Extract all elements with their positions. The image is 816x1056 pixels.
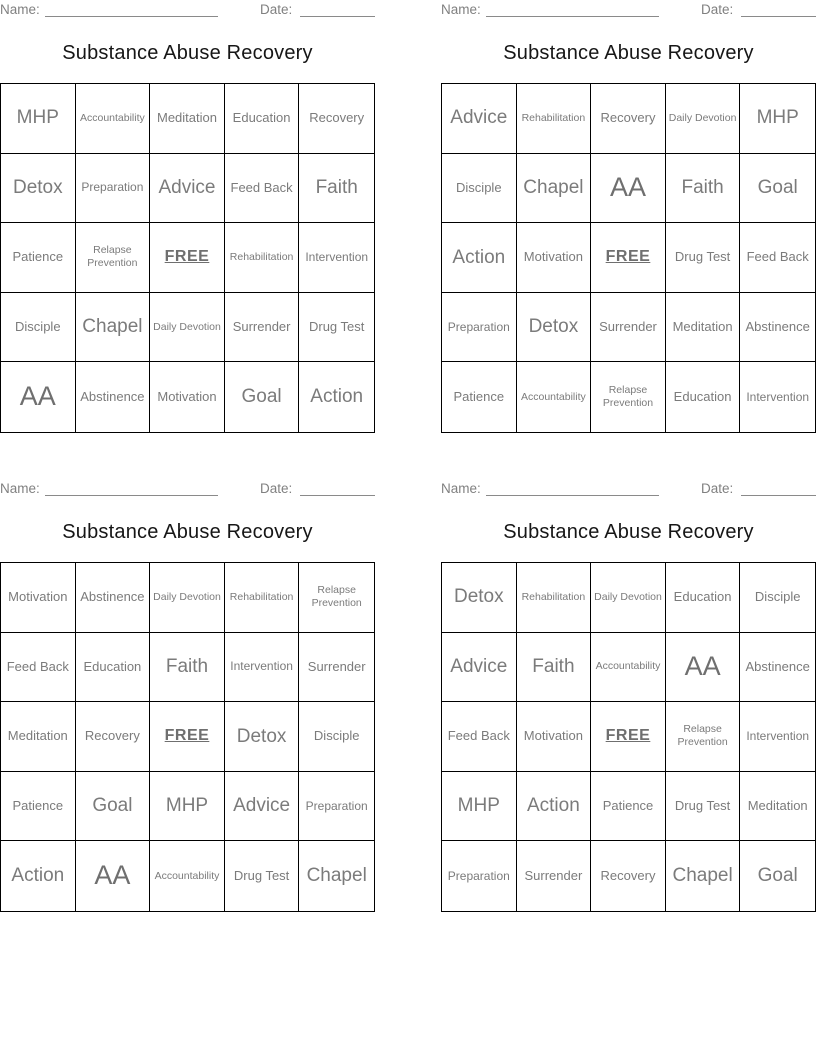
bingo-cell: Accountability [150, 841, 225, 911]
bingo-cell: Daily Devotion [150, 293, 225, 363]
bingo-cell: AA [666, 633, 741, 703]
date-blank-line [300, 495, 375, 496]
bingo-cell: Rehabilitation [225, 563, 300, 633]
bingo-cell: Drug Test [299, 293, 374, 363]
bingo-cell: Abstinence [76, 362, 151, 432]
name-date-row [441, 481, 816, 499]
bingo-cell: Meditation [666, 293, 741, 363]
bingo-cell: MHP [150, 772, 225, 842]
bingo-cell: Relapse Prevention [591, 362, 666, 432]
bingo-cell: Faith [517, 633, 592, 703]
bingo-cell: Motivation [150, 362, 225, 432]
name-label: Name: [0, 481, 40, 496]
bingo-cell: Relapse Prevention [76, 223, 151, 293]
bingo-cell: Feed Back [225, 154, 300, 224]
date-label: Date: [260, 2, 293, 17]
free-cell: FREE [591, 702, 666, 772]
bingo-cell: Faith [666, 154, 741, 224]
bingo-cell: AA [1, 362, 76, 432]
bingo-cell: Detox [442, 563, 517, 633]
date-blank-line [300, 16, 375, 17]
bingo-cell: MHP [740, 84, 815, 154]
bingo-cell: Relapse Prevention [299, 563, 374, 633]
bingo-cell: Recovery [76, 702, 151, 772]
bingo-cell: Daily Devotion [150, 563, 225, 633]
name-blank-line [45, 495, 218, 496]
bingo-cell: Advice [442, 84, 517, 154]
bingo-grid [441, 83, 816, 433]
bingo-cell: Daily Devotion [591, 563, 666, 633]
bingo-cell: Detox [1, 154, 76, 224]
bingo-cell: Disciple [1, 293, 76, 363]
bingo-cell: Abstinence [740, 293, 815, 363]
bingo-cell: Preparation [442, 841, 517, 911]
bingo-cell: Motivation [517, 702, 592, 772]
bingo-cell: AA [76, 841, 151, 911]
bingo-cell: Relapse Prevention [666, 702, 741, 772]
bingo-cell: Detox [225, 702, 300, 772]
bingo-cell: Surrender [517, 841, 592, 911]
name-label: Name: [441, 2, 481, 17]
bingo-cell: Education [225, 84, 300, 154]
bingo-cell: Meditation [740, 772, 815, 842]
bingo-cell: Patience [1, 772, 76, 842]
bingo-cell: Recovery [591, 84, 666, 154]
bingo-cell: Intervention [225, 633, 300, 703]
bingo-card-1 [0, 0, 375, 433]
bingo-cell: Faith [150, 633, 225, 703]
date-blank-line [741, 495, 816, 496]
bingo-cell: Advice [225, 772, 300, 842]
bingo-cell: Accountability [76, 84, 151, 154]
bingo-cell: Accountability [517, 362, 592, 432]
bingo-cell: Surrender [299, 633, 374, 703]
bingo-cell: Preparation [76, 154, 151, 224]
free-cell: FREE [591, 223, 666, 293]
bingo-cell: Goal [740, 154, 815, 224]
bingo-cell: Intervention [740, 702, 815, 772]
bingo-grid [0, 83, 375, 433]
bingo-cell: Preparation [442, 293, 517, 363]
bingo-cell: Surrender [591, 293, 666, 363]
free-cell: FREE [150, 702, 225, 772]
name-label: Name: [0, 2, 40, 17]
bingo-cell: Advice [442, 633, 517, 703]
bingo-cell: Chapel [517, 154, 592, 224]
bingo-cell: Intervention [746, 389, 810, 404]
date-label: Date: [701, 481, 734, 496]
date-label: Date: [701, 2, 734, 17]
bingo-cell: Feed Back [740, 223, 815, 293]
bingo-cell: Rehabilitation [517, 84, 592, 154]
card-title: Substance Abuse Recovery [503, 521, 754, 543]
bingo-cell: Detox [517, 293, 592, 363]
bingo-cell: Patience [1, 223, 76, 293]
bingo-cell: Chapel [76, 293, 151, 363]
bingo-cell: MHP [1, 84, 76, 154]
bingo-cell: Advice [150, 154, 225, 224]
name-date-row [441, 2, 816, 20]
bingo-cell: Motivation [1, 563, 76, 633]
bingo-cell: Action [517, 772, 592, 842]
bingo-cell: Education [76, 633, 151, 703]
bingo-cell: Drug Test [666, 223, 741, 293]
bingo-card-3 [0, 479, 375, 912]
name-date-row [0, 481, 375, 499]
bingo-cell: Education [666, 563, 741, 633]
bingo-cell: Abstinence [740, 633, 815, 703]
bingo-grid [441, 562, 816, 912]
bingo-cell: Drug Test [225, 841, 300, 911]
bingo-cell: Feed Back [442, 702, 517, 772]
bingo-card-2 [441, 0, 816, 433]
card-title: Substance Abuse Recovery [503, 42, 754, 64]
bingo-cell: Feed Back [1, 633, 76, 703]
bingo-cell: AA [591, 154, 666, 224]
bingo-cell: Action [310, 386, 364, 408]
bingo-cell: Rehabilitation [225, 223, 300, 293]
bingo-cell: Education [666, 362, 741, 432]
bingo-cell: Recovery [591, 841, 666, 911]
bingo-cell: Recovery [299, 84, 374, 154]
bingo-cell: Goal [76, 772, 151, 842]
name-blank-line [45, 16, 218, 17]
bingo-cell: Drug Test [666, 772, 741, 842]
bingo-cell: Surrender [225, 293, 300, 363]
bingo-cell: Disciple [299, 702, 374, 772]
bingo-cell: Daily Devotion [666, 84, 741, 154]
bingo-cell: Abstinence [76, 563, 151, 633]
date-label: Date: [260, 481, 293, 496]
name-blank-line [486, 495, 659, 496]
bingo-cell: Meditation [150, 84, 225, 154]
name-blank-line [486, 16, 659, 17]
bingo-cell: Rehabilitation [517, 563, 592, 633]
bingo-cell: Action [442, 223, 517, 293]
bingo-cell: Intervention [299, 223, 374, 293]
bingo-cell: Faith [299, 154, 374, 224]
bingo-cell: Chapel [306, 865, 367, 887]
bingo-cell: Action [1, 841, 76, 911]
name-date-row [0, 2, 375, 20]
free-cell: FREE [150, 223, 225, 293]
name-label: Name: [441, 481, 481, 496]
bingo-cell: Patience [591, 772, 666, 842]
bingo-cell: Disciple [740, 563, 815, 633]
bingo-cell: Motivation [517, 223, 592, 293]
bingo-cell: Chapel [666, 841, 741, 911]
bingo-cell: Goal [757, 865, 798, 887]
bingo-cell: MHP [442, 772, 517, 842]
date-blank-line [741, 16, 816, 17]
bingo-cell: Preparation [299, 772, 374, 842]
bingo-cell: Patience [442, 362, 517, 432]
bingo-cell: Goal [225, 362, 300, 432]
card-title: Substance Abuse Recovery [62, 521, 313, 543]
bingo-card-4 [441, 479, 816, 912]
bingo-cell: Meditation [1, 702, 76, 772]
card-title: Substance Abuse Recovery [62, 42, 313, 64]
bingo-grid [0, 562, 375, 912]
bingo-cell: Accountability [591, 633, 666, 703]
bingo-cell: Disciple [442, 154, 517, 224]
